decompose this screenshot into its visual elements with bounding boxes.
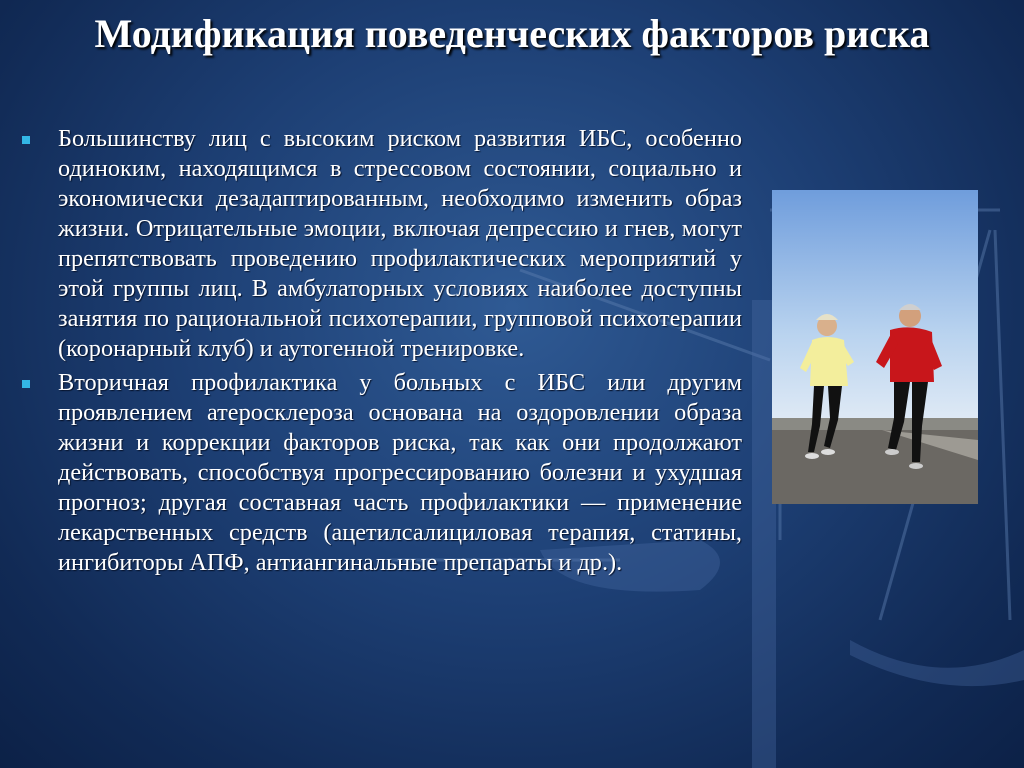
square-bullet-icon xyxy=(22,136,30,144)
square-bullet-icon xyxy=(22,380,30,388)
bullet-list xyxy=(18,124,742,582)
joggers-photo xyxy=(772,190,978,504)
list-item xyxy=(18,368,742,578)
paragraph-text: Большинству лиц с высоким риском развития ИБС, особенно одиноким, находящимся в стрессовом состоянии, социально и экономически дезадаптированным, необходимо изменить образ жизни. Отрицательные эмоции, включая депрессию и гнев, могут препятствовать проведению профилактических мероприятий у этой группы лиц. В амбулаторных условиях наиболее доступны занятия по рациональной психотерапии, групповой психотерапии (коронарный клуб) и аутогенной тренировке. xyxy=(58,125,742,362)
paragraph-text: Вторичная профилактика у больных с ИБС или другим проявлением атеросклероза основана на оздоровлении образа жизни и коррекции факторов риска, так как они продолжают действовать, способствуя прогрессированию болезни и ухудшая прогноз; другая составная часть профилактики — применение лекарственных средств (ацетилсалициловая терапия, статины, ингибиторы АПФ, антиангинальные препараты и др.). xyxy=(58,369,742,576)
slide-title: Модификация поведенческих факторов риска xyxy=(94,11,930,56)
list-item xyxy=(18,124,742,364)
